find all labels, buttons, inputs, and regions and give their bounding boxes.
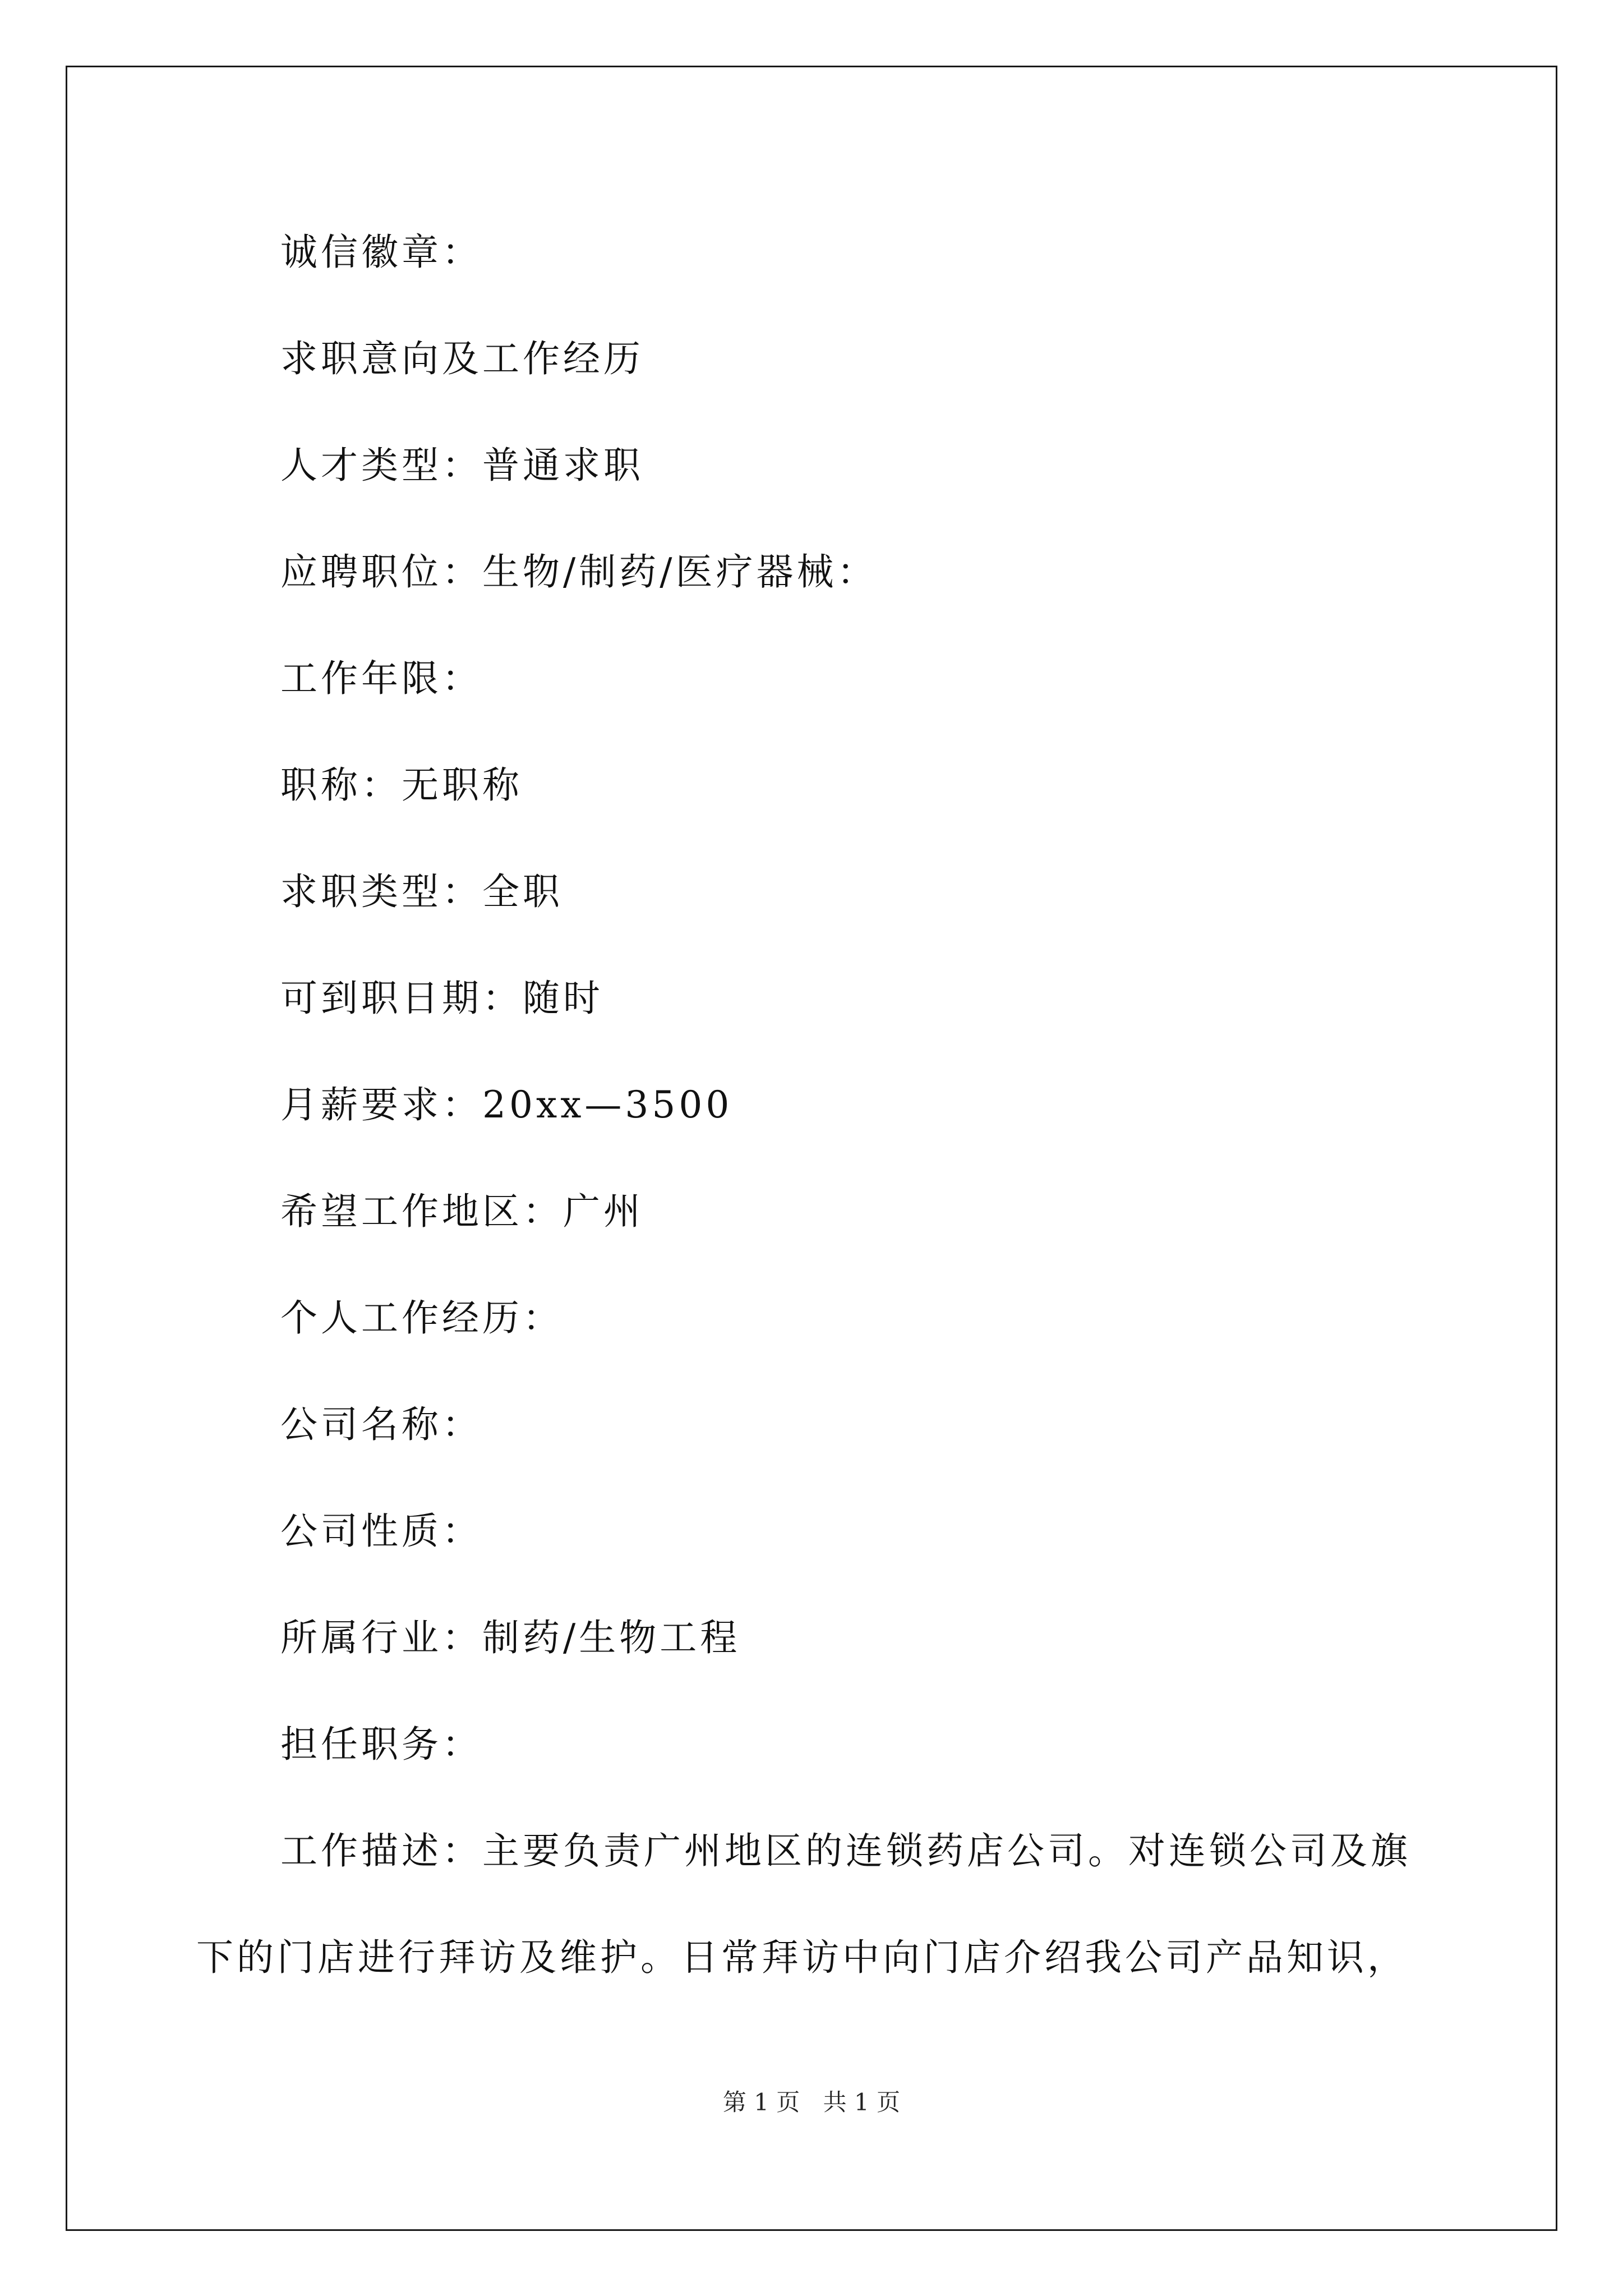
line-talent-type: 人才类型：普通求职 [280, 444, 644, 487]
line-work-region: 希望工作地区：广州 [280, 1190, 644, 1233]
line-applied-position: 应聘职位：生物/制药/医疗器械： [280, 550, 878, 593]
line-job-intention-heading: 求职意向及工作经历 [280, 337, 644, 380]
line-integrity-badge: 诚信徽章： [280, 231, 482, 274]
page-border [66, 66, 1557, 2231]
line-work-years: 工作年限： [280, 657, 482, 700]
page-number-total: 共 1 页 [823, 2088, 901, 2116]
line-position-held: 担任职务： [280, 1723, 482, 1766]
page-footer [0, 2087, 1623, 2118]
line-industry: 所属行业：制药/生物工程 [280, 1616, 741, 1659]
line-work-history-heading: 个人工作经历： [280, 1296, 563, 1340]
line-job-description-continued: 下的门店进行拜访及维护。日常拜访中向门店介绍我公司产品知识， [196, 1936, 1408, 1979]
line-salary: 月薪要求：20xx—3500 [280, 1083, 733, 1126]
page-number-current: 第 1 页 [722, 2088, 800, 2116]
line-company-nature: 公司性质： [280, 1510, 482, 1553]
line-job-description: 工作描述：主要负责广州地区的连锁药店公司。对连锁公司及旗 [280, 1829, 1411, 1872]
line-job-type: 求职类型：全职 [280, 870, 563, 913]
line-job-title: 职称：无职称 [280, 763, 523, 807]
line-available-date: 可到职日期：随时 [280, 977, 603, 1020]
line-company-name: 公司名称： [280, 1403, 482, 1446]
